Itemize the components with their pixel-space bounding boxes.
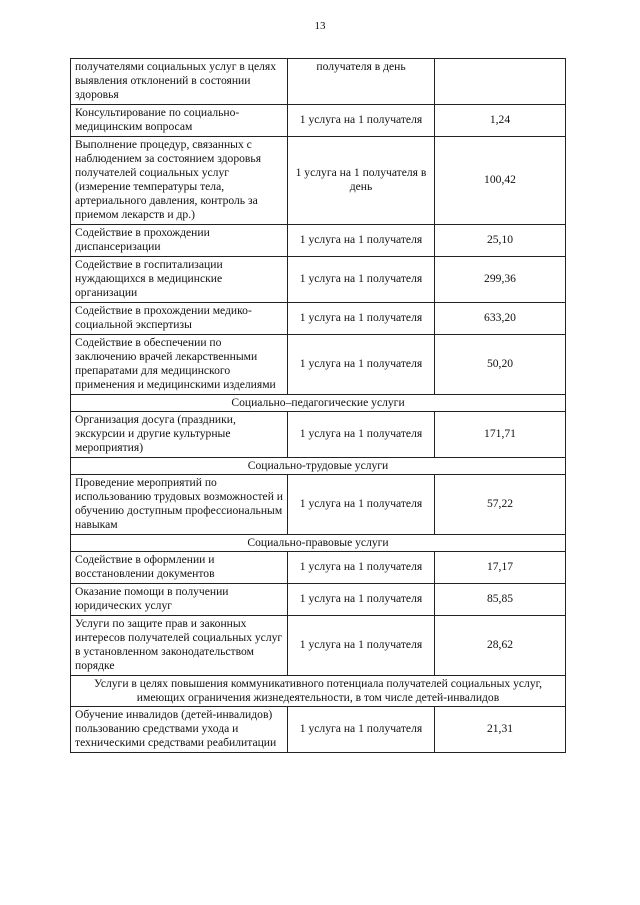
service-unit-cell: 1 услуга на 1 получателя — [288, 552, 435, 584]
service-price-cell: 633,20 — [435, 303, 566, 335]
service-name-cell: получателями социальных услуг в целях выявления отклонений в состоянии здоровья — [71, 59, 288, 105]
service-name-cell: Содействие в оформлении и восстановлении документов — [71, 552, 288, 584]
service-name-cell: Консультирование по социально-медицинским вопросам — [71, 105, 288, 137]
service-name-cell: Услуги по защите прав и законных интересов получателей социальных услуг в установленном законодательством порядке — [71, 616, 288, 676]
service-name-cell: Оказание помощи в получении юридических услуг — [71, 584, 288, 616]
page-number: 13 — [314, 20, 326, 32]
service-price-cell: 171,71 — [435, 412, 566, 458]
service-name-cell: Обучение инвалидов (детей-инвалидов) пользованию средствами ухода и техническими средствами реабилитации — [71, 707, 288, 753]
table-row — [71, 105, 566, 137]
service-price-cell: 1,24 — [435, 105, 566, 137]
table-row — [71, 707, 566, 753]
services-tariff-table — [70, 58, 566, 753]
service-unit-cell: получателя в день — [288, 59, 435, 105]
section-header-row — [71, 535, 566, 552]
service-price-cell — [435, 59, 566, 105]
section-title: Социально-правовые услуги — [71, 535, 566, 552]
table-row — [71, 225, 566, 257]
service-name-cell: Содействие в обеспечении по заключению врачей лекарственными препаратами для медицинского применения и медицинскими изделиями — [71, 335, 288, 395]
service-price-cell: 21,31 — [435, 707, 566, 753]
service-unit-cell: 1 услуга на 1 получателя — [288, 257, 435, 303]
table-row — [71, 137, 566, 225]
service-unit-cell: 1 услуга на 1 получателя — [288, 303, 435, 335]
service-price-cell: 85,85 — [435, 584, 566, 616]
table-row — [71, 616, 566, 676]
service-unit-cell: 1 услуга на 1 получателя — [288, 584, 435, 616]
service-unit-cell: 1 услуга на 1 получателя — [288, 475, 435, 535]
service-name-cell: Содействие в госпитализации нуждающихся в медицинские организации — [71, 257, 288, 303]
section-header-row — [71, 395, 566, 412]
section-header-row — [71, 676, 566, 707]
table-row — [71, 552, 566, 584]
table-row — [71, 303, 566, 335]
service-name-cell: Проведение мероприятий по использованию трудовых возможностей и обучению доступным профессиональным навыкам — [71, 475, 288, 535]
service-unit-cell: 1 услуга на 1 получателя — [288, 105, 435, 137]
service-name-cell: Содействие в прохождении диспансеризации — [71, 225, 288, 257]
service-price-cell: 17,17 — [435, 552, 566, 584]
service-name-cell: Организация досуга (праздники, экскурсии и другие культурные мероприятия) — [71, 412, 288, 458]
service-unit-cell: 1 услуга на 1 получателя — [288, 707, 435, 753]
service-price-cell: 299,36 — [435, 257, 566, 303]
service-price-cell: 25,10 — [435, 225, 566, 257]
table-row — [71, 475, 566, 535]
service-unit-cell: 1 услуга на 1 получателя в день — [288, 137, 435, 225]
service-unit-cell: 1 услуга на 1 получателя — [288, 616, 435, 676]
section-title: Услуги в целях повышения коммуникативного потенциала получателей социальных услуг, имеющих ограничения жизнедеятельности, в том числе детей-инвалидов — [71, 676, 566, 707]
section-title: Социально-трудовые услуги — [71, 458, 566, 475]
section-title: Социально–педагогические услуги — [71, 395, 566, 412]
service-name-cell: Выполнение процедур, связанных с наблюдением за состоянием здоровья получателей социальных услуг (измерение температуры тела, артериального давления, контроль за приемом лекарств и др.) — [71, 137, 288, 225]
table-row — [71, 584, 566, 616]
table-row — [71, 257, 566, 303]
service-price-cell: 100,42 — [435, 137, 566, 225]
service-price-cell: 57,22 — [435, 475, 566, 535]
table-row — [71, 412, 566, 458]
service-price-cell: 28,62 — [435, 616, 566, 676]
table-row — [71, 59, 566, 105]
service-unit-cell: 1 услуга на 1 получателя — [288, 412, 435, 458]
section-header-row — [71, 458, 566, 475]
service-unit-cell: 1 услуга на 1 получателя — [288, 225, 435, 257]
service-price-cell: 50,20 — [435, 335, 566, 395]
service-name-cell: Содействие в прохождении медико-социальной экспертизы — [71, 303, 288, 335]
table-row — [71, 335, 566, 395]
service-unit-cell: 1 услуга на 1 получателя — [288, 335, 435, 395]
